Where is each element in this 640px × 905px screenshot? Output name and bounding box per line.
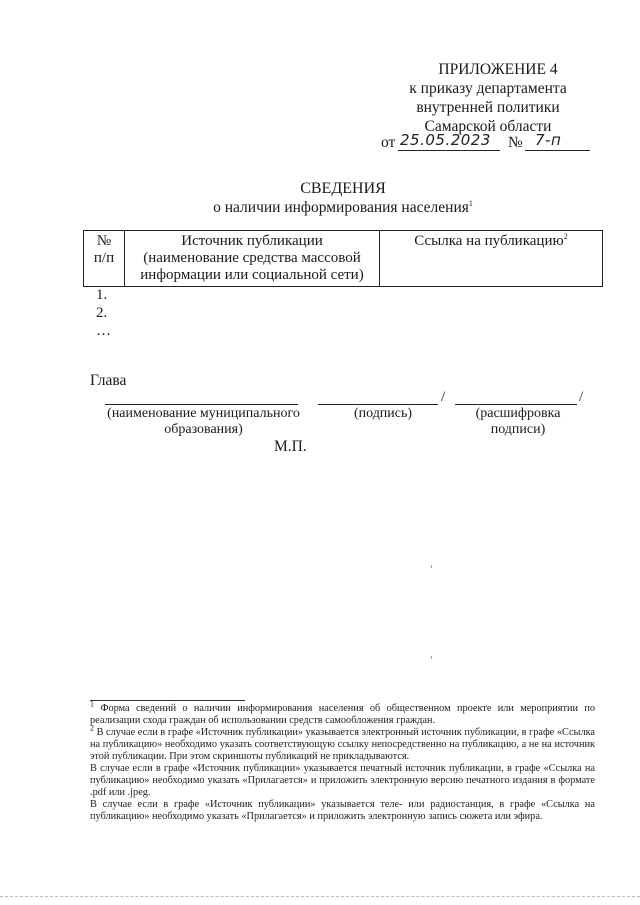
table-rows: [96, 286, 111, 340]
footnote-1: [90, 699, 595, 727]
footnote-ref-1: 1: [468, 198, 473, 208]
header-number: [84, 231, 125, 287]
appendix-line-2: внутренней политики: [416, 99, 560, 116]
list-item: 1.: [96, 287, 108, 303]
scan-bottom-edge: [0, 896, 640, 897]
header-source: [125, 231, 380, 287]
list-item: …: [96, 323, 111, 339]
appendix-line-3: Самарской области: [424, 118, 552, 135]
order-date-handwritten: 25.05.2023: [400, 131, 491, 149]
footnote-2-print: В случае если в графе «Источник публикации» указывается печатный источник публикации, в графе «Ссылка на публикацию» необходимо указать «Прилагается» и приложить электронную версию печатного издания в формате .pdf или .jpeg.: [90, 763, 595, 798]
order-number-line: [525, 150, 590, 151]
signature-line: [318, 404, 438, 405]
header-source-line-2: (наименование средства массовой: [143, 250, 361, 266]
footnote-2: [90, 723, 596, 763]
footnotes: [90, 699, 596, 823]
footnote-1-text: Форма сведений о наличии информирования населения об общественном проекте или мероприятии по реализации схода граждан об использовании средств самообложения граждан.: [90, 703, 595, 726]
footnote-2-text: В случае если в графе «Источник публикации» указывается электронный источник публикации, в графе «Ссылка на публикацию» необходимо указать соответствующую ссылку непосредственно на публикацию, а не на источник этой публикации. При этом скриншоты публикаций не прикладываются.: [90, 727, 596, 762]
footnote-ref-2: 2: [563, 232, 568, 241]
stamp-place: М.П.: [274, 438, 307, 455]
header-number-line-1: №: [96, 233, 112, 249]
document-subtitle-text: о наличии информирования населения: [213, 199, 469, 216]
decoding-caption-line-2: подписи): [490, 422, 546, 437]
header-link: [380, 231, 603, 287]
scan-speck: [431, 656, 432, 659]
header-source-line-3: информации или социальной сети): [140, 267, 364, 283]
footnote-separator: [90, 700, 245, 701]
publication-table: [83, 230, 603, 287]
head-label: Глава: [90, 372, 127, 389]
order-number-handwritten: 7-п: [535, 131, 562, 149]
document-subtitle: [0, 199, 640, 217]
header-link-text: Ссылка на публикацию: [414, 233, 564, 249]
municipality-caption: [101, 406, 306, 438]
footnote-mark-2: 2: [90, 723, 94, 733]
appendix-title: ПРИЛОЖЕНИЕ 4: [438, 61, 558, 78]
list-item: 2.: [96, 305, 108, 321]
decoding-caption-line-1: (расшифровка: [475, 406, 561, 421]
header-number-line-2: п/п: [93, 250, 115, 266]
municipality-caption-line-1: (наименование муниципального: [107, 406, 300, 421]
municipality-line: [105, 404, 298, 405]
header-source-line-1: Источник публикации: [181, 233, 323, 249]
order-from-label: от: [381, 134, 396, 151]
document-title: СВЕДЕНИЯ: [300, 180, 386, 197]
table-header-row: [84, 231, 603, 287]
appendix-line-1: к приказу департамента: [409, 80, 567, 97]
decoding-line: [455, 404, 577, 405]
order-date-line: [398, 150, 500, 151]
decoding-caption: [458, 406, 578, 438]
signature-slash-1: /: [441, 389, 446, 405]
order-number-label: №: [508, 134, 523, 151]
scan-speck: [431, 565, 432, 568]
footnote-mark-1: 1: [90, 699, 94, 709]
footnote-2-broadcast: В случае если в графе «Источник публикации» указывается теле- или радиостанция, в графе «Ссылка на публикацию» необходимо указать «Прилагается» и приложить электронную запись сюжета или эфира.: [90, 799, 595, 822]
municipality-caption-line-2: образования): [164, 422, 243, 437]
signature-caption: (подпись): [353, 406, 413, 421]
signature-slash-2: /: [579, 389, 584, 405]
